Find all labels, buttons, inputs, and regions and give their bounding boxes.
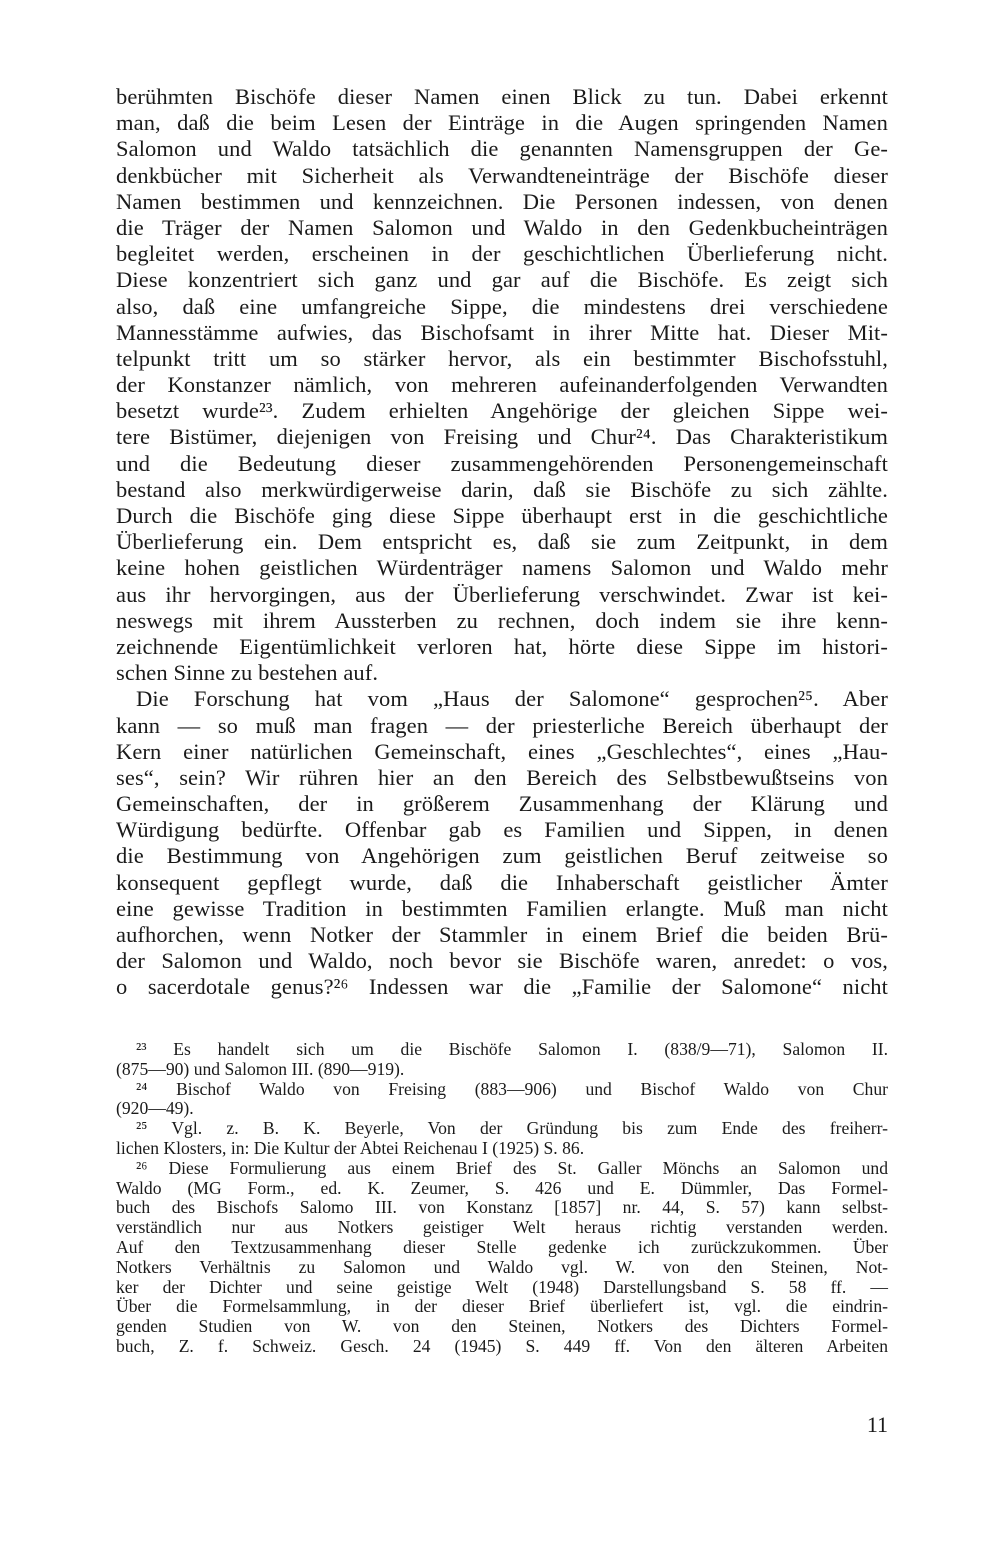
footnote-line: lichen Klosters, in: Die Kultur der Abtei Reichenau I (1925) S. 86. bbox=[116, 1137, 585, 1158]
text-line: bestand also merkwürdigerweise darin, daß sie Bischöfe zu sich zählte. bbox=[116, 476, 888, 502]
footnote-line: Über die Formelsammlung, in der dieser Brief überliefert ist, vgl. die eindrin- bbox=[116, 1296, 888, 1317]
text-line: ses“, sein? Wir rühren hier an den Bereich des Selbstbewußtseins von bbox=[116, 764, 888, 790]
text-line: man, daß die beim Lesen der Einträge in die Augen springenden Namen bbox=[116, 110, 888, 136]
footnote-line: ²³ Es handelt sich um die Bischöfe Salomon I. (838/9—71), Salomon II. bbox=[136, 1039, 888, 1059]
footnotes bbox=[116, 1040, 888, 1357]
text-line: telpunkt tritt um so stärker hervor, als ein bestimmter Bischofsstuhl, bbox=[116, 345, 888, 371]
text-line: Kern einer natürlichen Gemeinschaft, eines „Geschlechtes“, eines „Hau- bbox=[116, 738, 888, 764]
footnote-line: ²⁵ Vgl. z. B. K. Beyerle, Von der Gründung bis zum Ende des freiherr- bbox=[136, 1118, 888, 1139]
text-line: aus ihr hervorgingen, aus der Überlieferung verschwindet. Zwar ist kei- bbox=[116, 581, 888, 607]
text-line: also, daß eine umfangreiche Sippe, die mindestens drei verschiedene bbox=[116, 293, 888, 319]
text-line: neswegs mit ihrem Aussterben zu rechnen, doch indem sie ihre kenn- bbox=[116, 607, 888, 633]
text-line: o sacerdotale genus?²⁶ Indessen war die „Familie der Salomone“ nicht bbox=[116, 974, 888, 1000]
text-line: Gemeinschaften, der in größerem Zusammenhang der Klärung und bbox=[116, 791, 888, 817]
text-line: die Träger der Namen Salomon und Waldo in den Gedenkbucheinträgen bbox=[116, 214, 888, 240]
text-line: begleitet werden, erscheinen in der geschichtlichen Überlieferung nicht. bbox=[116, 241, 888, 267]
footnote-line: verständlich nur aus Notkers geistiger Welt heraus richtig verstanden werden. bbox=[116, 1217, 888, 1238]
text-line: kann — so muß man fragen — der priesterliche Bereich überhaupt der bbox=[116, 712, 888, 738]
footnote-line: ²⁴ Bischof Waldo von Freising (883—906) und Bischof Waldo von Chur bbox=[136, 1078, 888, 1099]
text-line: und die Bedeutung dieser zusammengehörenden Personengemeinschaft bbox=[116, 450, 888, 476]
text-line: Salomon und Waldo tatsächlich die genannten Namensgruppen der Ge- bbox=[116, 136, 888, 162]
text-line: Überlieferung ein. Dem entspricht es, daß sie zum Zeitpunkt, in dem bbox=[116, 529, 888, 555]
footnote-line: Auf den Textzusammenhang dieser Stelle gedenke ich zurückzukommen. Über bbox=[116, 1236, 888, 1257]
text-line: schen Sinne zu bestehen auf. bbox=[116, 660, 379, 686]
footnote-line: genden Studien von W. von den Steinen, Notkers des Dichters Formel- bbox=[116, 1316, 888, 1337]
text-line: der Salomon und Waldo, noch bevor sie Bischöfe waren, anredet: o vos, bbox=[116, 948, 888, 974]
text-line: zeichnende Eigentümlichkeit verloren hat, hörte diese Sippe im histori- bbox=[116, 633, 888, 659]
footnote-line: (875—90) und Salomon III. (890—919). bbox=[116, 1058, 405, 1079]
text-line: denkbücher mit Sicherheit als Verwandteneinträge der Bischöfe dieser bbox=[116, 162, 888, 188]
text-line: aufhorchen, wenn Notker der Stammler in einem Brief die beiden Brü- bbox=[116, 922, 888, 947]
text-line: eine gewisse Tradition in bestimmten Familien erlangte. Muß man nicht bbox=[116, 895, 888, 921]
text-line: besetzt wurde²³. Zudem erhielten Angehörige der gleichen Sippe wei- bbox=[116, 398, 888, 424]
page-number: 11 bbox=[866, 1412, 888, 1437]
text-line: keine hohen geistlichen Würdenträger namens Salomon und Waldo mehr bbox=[116, 555, 888, 581]
text-line: die Bestimmung von Angehörigen zum geistlichen Beruf zeitweise so bbox=[116, 843, 888, 869]
footnote-line: ker der Dichter und seine geistige Welt (1948) Darstellungsband S. 58 ff. — bbox=[116, 1276, 888, 1297]
footnote-line: Waldo (MG Form., ed. K. Zeumer, S. 426 und E. Dümmler, Das Formel- bbox=[116, 1177, 888, 1198]
footnote-line: (920—49). bbox=[116, 1098, 194, 1119]
footnote-line: buch des Bischofs Salomo III. von Konstanz [1857] nr. 44, S. 57) kann selbst- bbox=[116, 1197, 888, 1218]
text-line: Namen bestimmen und kennzeichnen. Die Personen indessen, von denen bbox=[116, 188, 888, 214]
text-line: berühmten Bischöfe dieser Namen einen Blick zu tun. Dabei erkennt bbox=[116, 84, 888, 109]
text-line: der Konstanzer nämlich, von mehreren aufeinanderfolgenden Verwandten bbox=[116, 372, 888, 398]
text-line: Die Forschung hat vom „Haus der Salomone“ gesprochen²⁵. Aber bbox=[136, 686, 888, 712]
text-line: Diese konzentriert sich ganz und gar auf die Bischöfe. Es zeigt sich bbox=[116, 267, 888, 293]
text-line: Mannesstämme aufwies, das Bischofsamt in ihrer Mitte hat. Dieser Mit- bbox=[116, 319, 888, 345]
footnote-line: ²⁶ Diese Formulierung aus einem Brief des St. Galler Mönchs an Salomon und bbox=[136, 1157, 888, 1178]
footnote-line: Notkers Verhältnis zu Salomon und Waldo vgl. W. von den Steinen, Not- bbox=[116, 1256, 888, 1277]
text-line: tere Bistümer, diejenigen von Freising und Chur²⁴. Das Charakteristikum bbox=[116, 424, 888, 450]
text-line: Würdigung bedürfte. Offenbar gab es Familien und Sippen, in denen bbox=[116, 817, 888, 843]
main-text bbox=[116, 84, 888, 1001]
text-line: konsequent gepflegt wurde, daß die Inhaberschaft geistlicher Ämter bbox=[116, 869, 888, 895]
footnote-line: buch, Z. f. Schweiz. Gesch. 24 (1945) S. 449 ff. Von den älteren Arbeiten bbox=[116, 1335, 888, 1356]
text-line: Durch die Bischöfe ging diese Sippe überhaupt erst in die geschichtliche bbox=[116, 503, 888, 528]
